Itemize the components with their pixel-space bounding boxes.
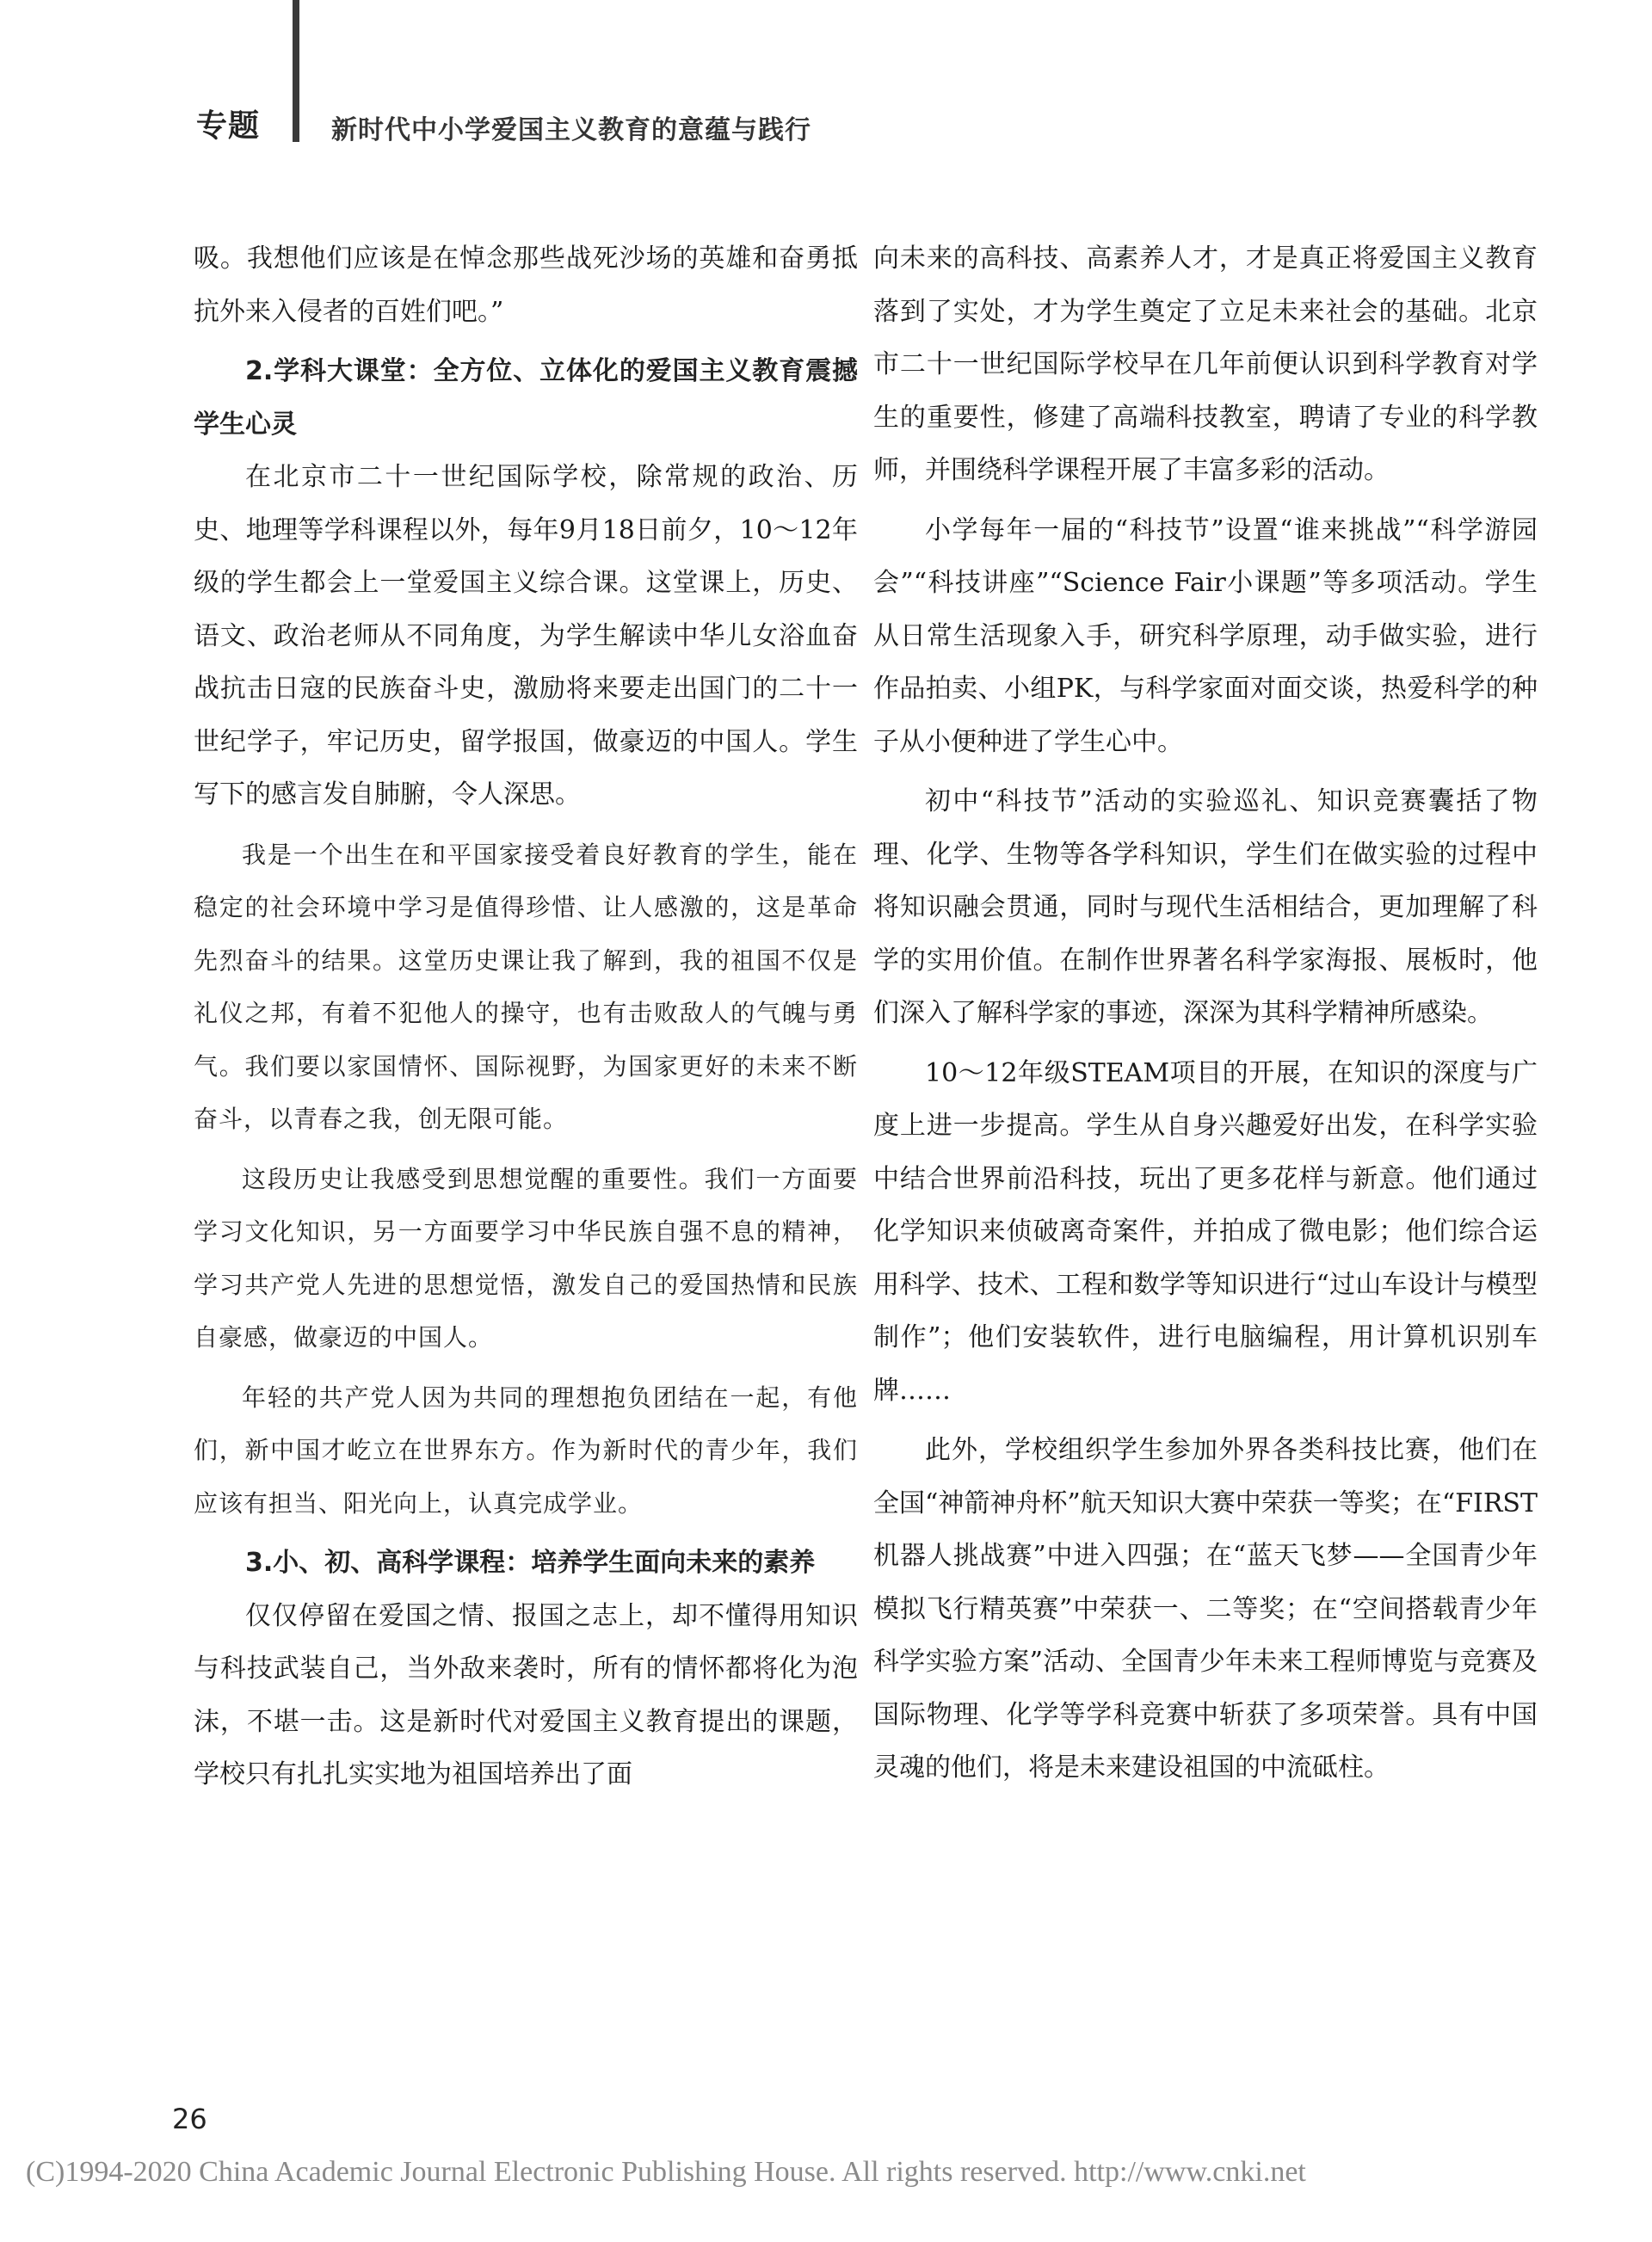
header-divider-bar (293, 0, 299, 142)
paragraph: 小学每年一届的“科技节”设置“谁来挑战”“科学游园会”“科技讲座”“Science Fair小课题”等多项活动。学生从日常生活现象入手，研究科学原理，动手做实验，进行作品拍卖、小组PK，与科学家面对面交谈，热爱科学的种子从小便种进了学生心中。 (873, 514, 1538, 757)
student-quote: 我是一个出生在和平国家接受着良好教育的学生，能在稳定的社会环境中学习是值得珍惜、让人感激的，这是革命先烈奋斗的结果。这堂历史课让我了解到，我的祖国不仅是礼仪之邦，有着不犯他人的操守，也有击败敌人的气魄与勇气。我们要以家国情怀、国际视野，为国家更好的未来不断奋斗，以青春之我，创无限可能。 (194, 840, 858, 1133)
paragraph: 吸。我想他们应该是在悼念那些战死沙场的英雄和奋勇抵抗外来入侵者的百姓们吧。” (194, 243, 858, 327)
section-heading: 2.学科大课堂：全方位、立体化的爱国主义教育震撼学生心灵 (194, 356, 858, 440)
student-quote: 年轻的共产党人因为共同的理想抱负团结在一起，有他们，新中国才屹立在世界东方。作为新时代的青少年，我们应该有担当、阳光向上，认真完成学业。 (194, 1383, 858, 1518)
page-number: 26 (172, 2103, 207, 2135)
paragraph: 在北京市二十一世纪国际学校，除常规的政治、历史、地理等学科课程以外，每年9月18日前夕，10～12年级的学生都会上一堂爱国主义综合课。这堂课上，历史、语文、政治老师从不同角度，为学生解读中华儿女浴血奋战抗击日寇的民族奋斗史，激励将来要走出国门的二十一世纪学子，牢记历史，留学报国，做豪迈的中国人。学生写下的感言发自肺腑，令人深思。 (194, 462, 858, 810)
paragraph: 仅仅停留在爱国之情、报国之志上，却不懂得用知识与科技武装自己，当外敌来袭时，所有的情怀都将化为泡沫，不堪一击。这是新时代对爱国主义教育提出的课题，学校只有扎扎实实地为祖国培养出了面 (194, 1600, 858, 1789)
paragraph: 10～12年级STEAM项目的开展，在知识的深度与广度上进一步提高。学生从自身兴趣爱好出发，在科学实验中结合世界前沿科技，玩出了更多花样与新意。他们通过化学知识来侦破离奇案件，并拍成了微电影；他们综合运用科学、技术、工程和数学等知识进行“过山车设计与模型制作”；他们安装软件，进行电脑编程，用计算机识别车牌…… (873, 1057, 1538, 1406)
student-quote: 这段历史让我感受到思想觉醒的重要性。我们一方面要学习文化知识，另一方面要学习中华民族自强不息的精神，学习共产党人先进的思想觉悟，激发自己的爱国热情和民族自豪感，做豪迈的中国人。 (194, 1164, 858, 1352)
copyright-watermark: (C)1994-2020 China Academic Journal Electronic Publishing House. All rights reserved. http://www.cnki.net (26, 2156, 1306, 2188)
running-header-title: 新时代中小学爱国主义教育的意蕴与践行 (331, 115, 811, 145)
right-column (873, 232, 1538, 1795)
section-heading: 3.小、初、高科学课程：培养学生面向未来的素养 (245, 1548, 816, 1578)
paragraph: 此外，学校组织学生参加外界各类科技比赛，他们在全国“神箭神舟杯”航天知识大赛中荣获一等奖；在“FIRST机器人挑战赛”中进入四强；在“蓝天飞梦——全国青少年模拟飞行精英赛”中荣获一、二等奖；在“空间搭载青少年科学实验方案”活动、全国青少年未来工程师博览与竞赛及国际物理、化学等学科竞赛中斩获了多项荣誉。具有中国灵魂的他们，将是未来建设祖国的中流砥柱。 (873, 1435, 1538, 1783)
paragraph: 向未来的高科技、高素养人才，才是真正将爱国主义教育落到了实处，才为学生奠定了立足未来社会的基础。北京市二十一世纪国际学校早在几年前便认识到科学教育对学生的重要性，修建了高端科技教室，聘请了专业的科学教师，并围绕科学课程开展了丰富多彩的活动。 (873, 243, 1538, 485)
left-column (194, 232, 858, 1802)
paragraph: 初中“科技节”活动的实验巡礼、知识竞赛囊括了物理、化学、生物等各学科知识，学生们在做实验的过程中将知识融会贯通，同时与现代生活相结合，更加理解了科学的实用价值。在制作世界著名科学家海报、展板时，他们深入了解科学家的事迹，深深为其科学精神所感染。 (873, 786, 1538, 1028)
section-label: 专题 (196, 108, 261, 144)
